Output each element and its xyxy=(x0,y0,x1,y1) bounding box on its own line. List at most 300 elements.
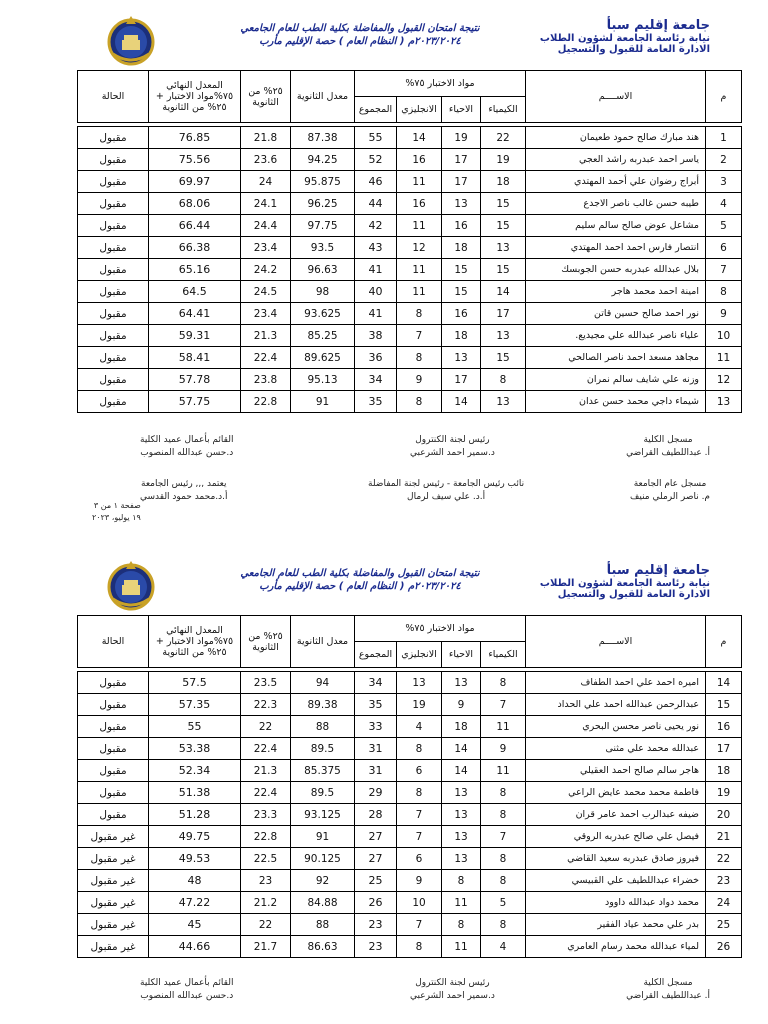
exam-total: 29 xyxy=(355,782,397,804)
table-row xyxy=(78,870,742,892)
table-row xyxy=(78,281,742,303)
final-average: 45 xyxy=(149,914,241,936)
exam-total: 40 xyxy=(355,281,397,303)
hs-average: 92 xyxy=(291,870,355,892)
student-name: شيماء داجي محمد حسن عدان xyxy=(526,391,706,413)
table-row xyxy=(78,694,742,716)
hs-average: 95.875 xyxy=(291,171,355,193)
col-bio: الاحياء xyxy=(442,642,481,668)
admission-status: مقبول xyxy=(78,259,149,281)
exam-total: 23 xyxy=(355,914,397,936)
final-average: 57.75 xyxy=(149,391,241,413)
table-row xyxy=(78,347,742,369)
hs-25-percent: 22.8 xyxy=(241,391,291,413)
hs-25-percent: 22 xyxy=(241,716,291,738)
english-score: 8 xyxy=(397,782,442,804)
biology-score: 14 xyxy=(442,391,481,413)
office-line-2: الادارة العامة للقبول والتسجيل xyxy=(557,589,710,600)
col-hs-avg: معدل الثانوية xyxy=(291,616,355,668)
english-score: 14 xyxy=(397,127,442,149)
student-name: لمياء عبدالله محمد رسام العامري xyxy=(526,936,706,958)
student-name: اميره احمد علي احمد الطفاف xyxy=(526,672,706,694)
english-score: 9 xyxy=(397,870,442,892)
english-score: 11 xyxy=(397,215,442,237)
admission-status: مقبول xyxy=(78,127,149,149)
english-score: 9 xyxy=(397,369,442,391)
row-number: 8 xyxy=(706,281,742,303)
admission-status: غير مقبول xyxy=(78,914,149,936)
row-number: 22 xyxy=(706,848,742,870)
hs-average: 90.125 xyxy=(291,848,355,870)
chemistry-score: 11 xyxy=(481,716,526,738)
hs-average: 88 xyxy=(291,914,355,936)
col-exam-group: مواد الاختبار ٧٥% xyxy=(355,71,526,97)
hs-average: 93.5 xyxy=(291,237,355,259)
hs-average: 96.63 xyxy=(291,259,355,281)
english-score: 8 xyxy=(397,738,442,760)
english-score: 6 xyxy=(397,848,442,870)
final-average: 69.97 xyxy=(149,171,241,193)
hs-average: 88 xyxy=(291,716,355,738)
admission-status: مقبول xyxy=(78,782,149,804)
university-name: جامعة إقليم سبأ xyxy=(606,563,710,578)
table-row xyxy=(78,171,742,193)
row-number: 16 xyxy=(706,716,742,738)
exam-total: 28 xyxy=(355,804,397,826)
biology-score: 8 xyxy=(442,870,481,892)
english-score: 7 xyxy=(397,325,442,347)
hs-25-percent: 22.8 xyxy=(241,826,291,848)
student-name: محمد دواد عبدالله داوود xyxy=(526,892,706,914)
student-name: هند مبارك صالح حمود طعيمان xyxy=(526,127,706,149)
exam-total: 55 xyxy=(355,127,397,149)
chemistry-score: 8 xyxy=(481,782,526,804)
row-number: 15 xyxy=(706,694,742,716)
hs-25-percent: 24 xyxy=(241,171,291,193)
hs-average: 87.38 xyxy=(291,127,355,149)
admission-status: غير مقبول xyxy=(78,848,149,870)
col-exam-group: مواد الاختبار ٧٥% xyxy=(355,616,526,642)
col-chem: الكيمياء xyxy=(481,97,526,123)
exam-total: 33 xyxy=(355,716,397,738)
table-row xyxy=(78,193,742,215)
student-name: فيصل علي صالح عبدربه الروقي xyxy=(526,826,706,848)
student-name: عبدالرحمن عبدالله احمد علي الحداد xyxy=(526,694,706,716)
row-number: 9 xyxy=(706,303,742,325)
hs-25-percent: 22.4 xyxy=(241,347,291,369)
exam-total: 27 xyxy=(355,848,397,870)
table-row xyxy=(78,738,742,760)
row-number: 13 xyxy=(706,391,742,413)
chemistry-score: 18 xyxy=(481,171,526,193)
student-name: بدر علي محمد عياد الفقير xyxy=(526,914,706,936)
chemistry-score: 8 xyxy=(481,848,526,870)
english-score: 8 xyxy=(397,936,442,958)
admission-status: مقبول xyxy=(78,369,149,391)
col-total: المجموع xyxy=(355,642,397,668)
col-status: الحالة xyxy=(78,616,149,668)
president-signature: يعتمد ,,, رئيس الجامعة أ.د.محمد حمود القدسي xyxy=(140,479,228,502)
chemistry-score: 13 xyxy=(481,391,526,413)
row-number: 11 xyxy=(706,347,742,369)
hs-25-percent: 23.3 xyxy=(241,804,291,826)
col-hs-avg: معدل الثانوية xyxy=(291,71,355,123)
col-total: المجموع xyxy=(355,97,397,123)
english-score: 16 xyxy=(397,193,442,215)
english-score: 11 xyxy=(397,259,442,281)
hs-average: 84.88 xyxy=(291,892,355,914)
student-name: بلال عبدالله عبدربه حسن الجوبسك xyxy=(526,259,706,281)
biology-score: 19 xyxy=(442,127,481,149)
final-average: 58.41 xyxy=(149,347,241,369)
row-number: 23 xyxy=(706,870,742,892)
row-number: 25 xyxy=(706,914,742,936)
hs-25-percent: 23.4 xyxy=(241,303,291,325)
admission-status: مقبول xyxy=(78,281,149,303)
english-score: 12 xyxy=(397,237,442,259)
final-average: 48 xyxy=(149,870,241,892)
hs-average: 89.5 xyxy=(291,782,355,804)
row-number: 18 xyxy=(706,760,742,782)
university-name: جامعة إقليم سبأ xyxy=(606,18,710,33)
row-number: 3 xyxy=(706,171,742,193)
row-number: 6 xyxy=(706,237,742,259)
hs-average: 97.75 xyxy=(291,215,355,237)
student-name: طيبه حسن غالب ناصر الاجدع xyxy=(526,193,706,215)
table-row xyxy=(78,237,742,259)
exam-total: 27 xyxy=(355,826,397,848)
vp-signature: نائب رئيس الجامعة - رئيس لجنة المفاضلة أ.د. علي سيف لرمال xyxy=(368,479,525,502)
table-row xyxy=(78,760,742,782)
chemistry-score: 17 xyxy=(481,303,526,325)
hs-average: 96.25 xyxy=(291,193,355,215)
office-line-1: نيابة رئاسة الجامعة لشؤون الطلاب xyxy=(539,33,710,44)
exam-total: 34 xyxy=(355,672,397,694)
table-row xyxy=(78,215,742,237)
chemistry-score: 13 xyxy=(481,325,526,347)
student-name: نور احمد صالح حسين قاتن xyxy=(526,303,706,325)
final-average: 51.38 xyxy=(149,782,241,804)
col-eng: الانجليزي xyxy=(397,642,442,668)
chemistry-score: 8 xyxy=(481,870,526,892)
university-logo-icon xyxy=(105,14,157,66)
hs-25-percent: 23 xyxy=(241,870,291,892)
dean-signature: القائم بأعمال عميد الكلية د.حسن عبدالله المنصوب xyxy=(140,435,234,458)
hs-25-percent: 24.5 xyxy=(241,281,291,303)
final-average: 64.5 xyxy=(149,281,241,303)
page-header xyxy=(0,0,768,68)
office-line-1: نيابة رئاسة الجامعة لشؤون الطلاب xyxy=(539,578,710,589)
student-name: أبراج رضوان علي أحمد المهتدي xyxy=(526,171,706,193)
english-score: 11 xyxy=(397,281,442,303)
student-name: خضراء عبداللطيف علي القبيسي xyxy=(526,870,706,892)
title-line-1: نتيجة امتحان القبول والمفاضلة بكلية الطب للعام الجامعي xyxy=(240,23,480,34)
hs-average: 89.38 xyxy=(291,694,355,716)
admission-status: مقبول xyxy=(78,193,149,215)
col-num: م xyxy=(706,71,742,123)
title-line-2: ٢٠٢٣/٢٠٢٤م ( النظام العام ) حصة الإقليم مأرب xyxy=(259,36,461,47)
results-table xyxy=(77,615,742,958)
admission-status: مقبول xyxy=(78,694,149,716)
exam-total: 52 xyxy=(355,149,397,171)
table-row xyxy=(78,325,742,347)
col-name: الاســــم xyxy=(526,71,706,123)
admission-status: مقبول xyxy=(78,738,149,760)
row-number: 26 xyxy=(706,936,742,958)
hs-average: 93.125 xyxy=(291,804,355,826)
student-name: وزنه علي شايف سالم نمران xyxy=(526,369,706,391)
chemistry-score: 15 xyxy=(481,193,526,215)
results-page-2 xyxy=(0,545,768,1001)
chemistry-score: 14 xyxy=(481,281,526,303)
row-number: 5 xyxy=(706,215,742,237)
hs-25-percent: 22.4 xyxy=(241,738,291,760)
control-signature: رئيس لجنة الكنترول د.سمير احمد الشرعبي xyxy=(410,435,495,458)
university-block xyxy=(540,18,710,55)
english-score: 6 xyxy=(397,760,442,782)
title-line-1: نتيجة امتحان القبول والمفاضلة بكلية الطب للعام الجامعي xyxy=(240,568,480,579)
biology-score: 14 xyxy=(442,760,481,782)
exam-total: 42 xyxy=(355,215,397,237)
final-average: 65.16 xyxy=(149,259,241,281)
exam-total: 41 xyxy=(355,259,397,281)
final-average: 55 xyxy=(149,716,241,738)
admission-status: مقبول xyxy=(78,760,149,782)
final-average: 47.22 xyxy=(149,892,241,914)
hs-25-percent: 21.7 xyxy=(241,936,291,958)
student-name: ياسر احمد عبدربه راشد العجي xyxy=(526,149,706,171)
table-row xyxy=(78,149,742,171)
hs-average: 89.625 xyxy=(291,347,355,369)
row-number: 4 xyxy=(706,193,742,215)
row-number: 1 xyxy=(706,127,742,149)
hs-average: 98 xyxy=(291,281,355,303)
chemistry-score: 5 xyxy=(481,892,526,914)
exam-total: 25 xyxy=(355,870,397,892)
final-average: 51.28 xyxy=(149,804,241,826)
exam-total: 46 xyxy=(355,171,397,193)
admission-status: مقبول xyxy=(78,303,149,325)
final-average: 53.38 xyxy=(149,738,241,760)
biology-score: 13 xyxy=(442,347,481,369)
row-number: 7 xyxy=(706,259,742,281)
exam-total: 38 xyxy=(355,325,397,347)
english-score: 8 xyxy=(397,391,442,413)
biology-score: 15 xyxy=(442,281,481,303)
english-score: 8 xyxy=(397,347,442,369)
hs-25-percent: 22.4 xyxy=(241,782,291,804)
chemistry-score: 7 xyxy=(481,826,526,848)
biology-score: 18 xyxy=(442,325,481,347)
hs-25-percent: 21.3 xyxy=(241,325,291,347)
english-score: 19 xyxy=(397,694,442,716)
english-score: 4 xyxy=(397,716,442,738)
table-row xyxy=(78,892,742,914)
student-name: مجاهد مسعد احمد ناصر الصالحي xyxy=(526,347,706,369)
row-number: 2 xyxy=(706,149,742,171)
col-num: م xyxy=(706,616,742,668)
student-name: انتصار فارس احمد احمد المهتدي xyxy=(526,237,706,259)
exam-total: 34 xyxy=(355,369,397,391)
table-row xyxy=(78,848,742,870)
biology-score: 11 xyxy=(442,936,481,958)
col-status: الحالة xyxy=(78,71,149,123)
exam-total: 23 xyxy=(355,936,397,958)
chemistry-score: 11 xyxy=(481,760,526,782)
chemistry-score: 19 xyxy=(481,149,526,171)
hs-25-percent: 21.2 xyxy=(241,892,291,914)
admission-status: مقبول xyxy=(78,716,149,738)
biology-score: 14 xyxy=(442,738,481,760)
admission-status: مقبول xyxy=(78,672,149,694)
admission-status: غير مقبول xyxy=(78,870,149,892)
biology-score: 13 xyxy=(442,672,481,694)
office-line-2: الادارة العامة للقبول والتسجيل xyxy=(557,44,710,55)
hs-average: 95.13 xyxy=(291,369,355,391)
chemistry-score: 4 xyxy=(481,936,526,958)
admission-status: غير مقبول xyxy=(78,936,149,958)
hs-25-percent: 21.8 xyxy=(241,127,291,149)
table-body xyxy=(78,127,742,413)
university-logo-icon xyxy=(105,559,157,611)
hs-25-percent: 24.1 xyxy=(241,193,291,215)
row-number: 24 xyxy=(706,892,742,914)
exam-total: 36 xyxy=(355,347,397,369)
student-name: علياء ناصر عبدالله علي مجيديع. xyxy=(526,325,706,347)
row-number: 14 xyxy=(706,672,742,694)
biology-score: 16 xyxy=(442,215,481,237)
exam-total: 26 xyxy=(355,892,397,914)
dean-signature: القائم بأعمال عميد الكلية د.حسن عبدالله المنصوب xyxy=(140,978,234,1001)
student-name: مشاعل عوض صالح سالم سليم xyxy=(526,215,706,237)
row-number: 10 xyxy=(706,325,742,347)
student-name: امينة احمد محمد هاجر xyxy=(526,281,706,303)
admission-status: مقبول xyxy=(78,325,149,347)
biology-score: 13 xyxy=(442,193,481,215)
hs-average: 91 xyxy=(291,391,355,413)
exam-total: 44 xyxy=(355,193,397,215)
table-row xyxy=(78,804,742,826)
student-name: نور يحيى ناصر محسن البحري xyxy=(526,716,706,738)
table-row xyxy=(78,127,742,149)
hs-average: 94 xyxy=(291,672,355,694)
title-line-2: ٢٠٢٣/٢٠٢٤م ( النظام العام ) حصة الإقليم مأرب xyxy=(259,581,461,592)
biology-score: 9 xyxy=(442,694,481,716)
english-score: 7 xyxy=(397,914,442,936)
row-number: 17 xyxy=(706,738,742,760)
chemistry-score: 7 xyxy=(481,694,526,716)
student-name: فاطمة محمد محمد عايض الراعي xyxy=(526,782,706,804)
biology-score: 8 xyxy=(442,914,481,936)
biology-score: 15 xyxy=(442,259,481,281)
col-final: المعدل النهائي ٧٥%مواد الاختبار + ٢٥% من الثانوية xyxy=(149,616,241,668)
col-chem: الكيمياء xyxy=(481,642,526,668)
results-table xyxy=(77,70,742,413)
biology-score: 18 xyxy=(442,716,481,738)
english-score: 13 xyxy=(397,672,442,694)
document-title xyxy=(230,22,490,48)
exam-total: 31 xyxy=(355,738,397,760)
student-name: ضيفه عبدالرب احمد عامر قران xyxy=(526,804,706,826)
biology-score: 13 xyxy=(442,826,481,848)
col-eng: الانجليزي xyxy=(397,97,442,123)
chemistry-score: 8 xyxy=(481,672,526,694)
exam-total: 41 xyxy=(355,303,397,325)
english-score: 10 xyxy=(397,892,442,914)
control-signature: رئيس لجنة الكنترول د.سمير احمد الشرعبي xyxy=(410,978,495,1001)
chemistry-score: 8 xyxy=(481,804,526,826)
hs-25-percent: 22.5 xyxy=(241,848,291,870)
hs-25-percent: 22 xyxy=(241,914,291,936)
exam-total: 35 xyxy=(355,694,397,716)
document-title xyxy=(230,567,490,593)
biology-score: 18 xyxy=(442,237,481,259)
gen-registrar-signature: مسجل عام الجامعة م. ناصر الرملي منيف xyxy=(630,479,710,502)
hs-25-percent: 23.6 xyxy=(241,149,291,171)
hs-average: 85.25 xyxy=(291,325,355,347)
chemistry-score: 15 xyxy=(481,259,526,281)
final-average: 49.53 xyxy=(149,848,241,870)
exam-total: 35 xyxy=(355,391,397,413)
hs-average: 93.625 xyxy=(291,303,355,325)
table-row xyxy=(78,369,742,391)
biology-score: 17 xyxy=(442,149,481,171)
chemistry-score: 22 xyxy=(481,127,526,149)
table-row xyxy=(78,826,742,848)
chemistry-score: 8 xyxy=(481,914,526,936)
english-score: 16 xyxy=(397,149,442,171)
admission-status: غير مقبول xyxy=(78,892,149,914)
row-number: 21 xyxy=(706,826,742,848)
table-row xyxy=(78,936,742,958)
hs-25-percent: 24.2 xyxy=(241,259,291,281)
col-final: المعدل النهائي ٧٥%مواد الاختبار + ٢٥% من الثانوية xyxy=(149,71,241,123)
final-average: 64.41 xyxy=(149,303,241,325)
final-average: 57.5 xyxy=(149,672,241,694)
chemistry-score: 8 xyxy=(481,369,526,391)
hs-average: 89.5 xyxy=(291,738,355,760)
hs-average: 86.63 xyxy=(291,936,355,958)
exam-total: 31 xyxy=(355,760,397,782)
table-row xyxy=(78,259,742,281)
admission-status: مقبول xyxy=(78,149,149,171)
col-name: الاســــم xyxy=(526,616,706,668)
final-average: 52.34 xyxy=(149,760,241,782)
student-name: فيروز صادق عبدربه سعيد القاضي xyxy=(526,848,706,870)
hs-25-percent: 21.3 xyxy=(241,760,291,782)
final-average: 66.44 xyxy=(149,215,241,237)
table-row xyxy=(78,303,742,325)
col-bio: الاحياء xyxy=(442,97,481,123)
table-body xyxy=(78,672,742,958)
hs-average: 85.375 xyxy=(291,760,355,782)
final-average: 66.38 xyxy=(149,237,241,259)
final-average: 44.66 xyxy=(149,936,241,958)
exam-total: 43 xyxy=(355,237,397,259)
english-score: 7 xyxy=(397,804,442,826)
admission-status: مقبول xyxy=(78,347,149,369)
student-name: عبدالله محمد علي مثنى xyxy=(526,738,706,760)
registrar-signature: مسجل الكلية أ. عبداللطيف القراضي xyxy=(626,435,710,458)
chemistry-score: 13 xyxy=(481,237,526,259)
hs-average: 94.25 xyxy=(291,149,355,171)
biology-score: 16 xyxy=(442,303,481,325)
page-number: صفحة ١ من ٣ ١٩ يوليو، ٢٠٢٣ xyxy=(92,501,141,522)
chemistry-score: 15 xyxy=(481,347,526,369)
admission-status: مقبول xyxy=(78,391,149,413)
final-average: 57.78 xyxy=(149,369,241,391)
table-row xyxy=(78,672,742,694)
